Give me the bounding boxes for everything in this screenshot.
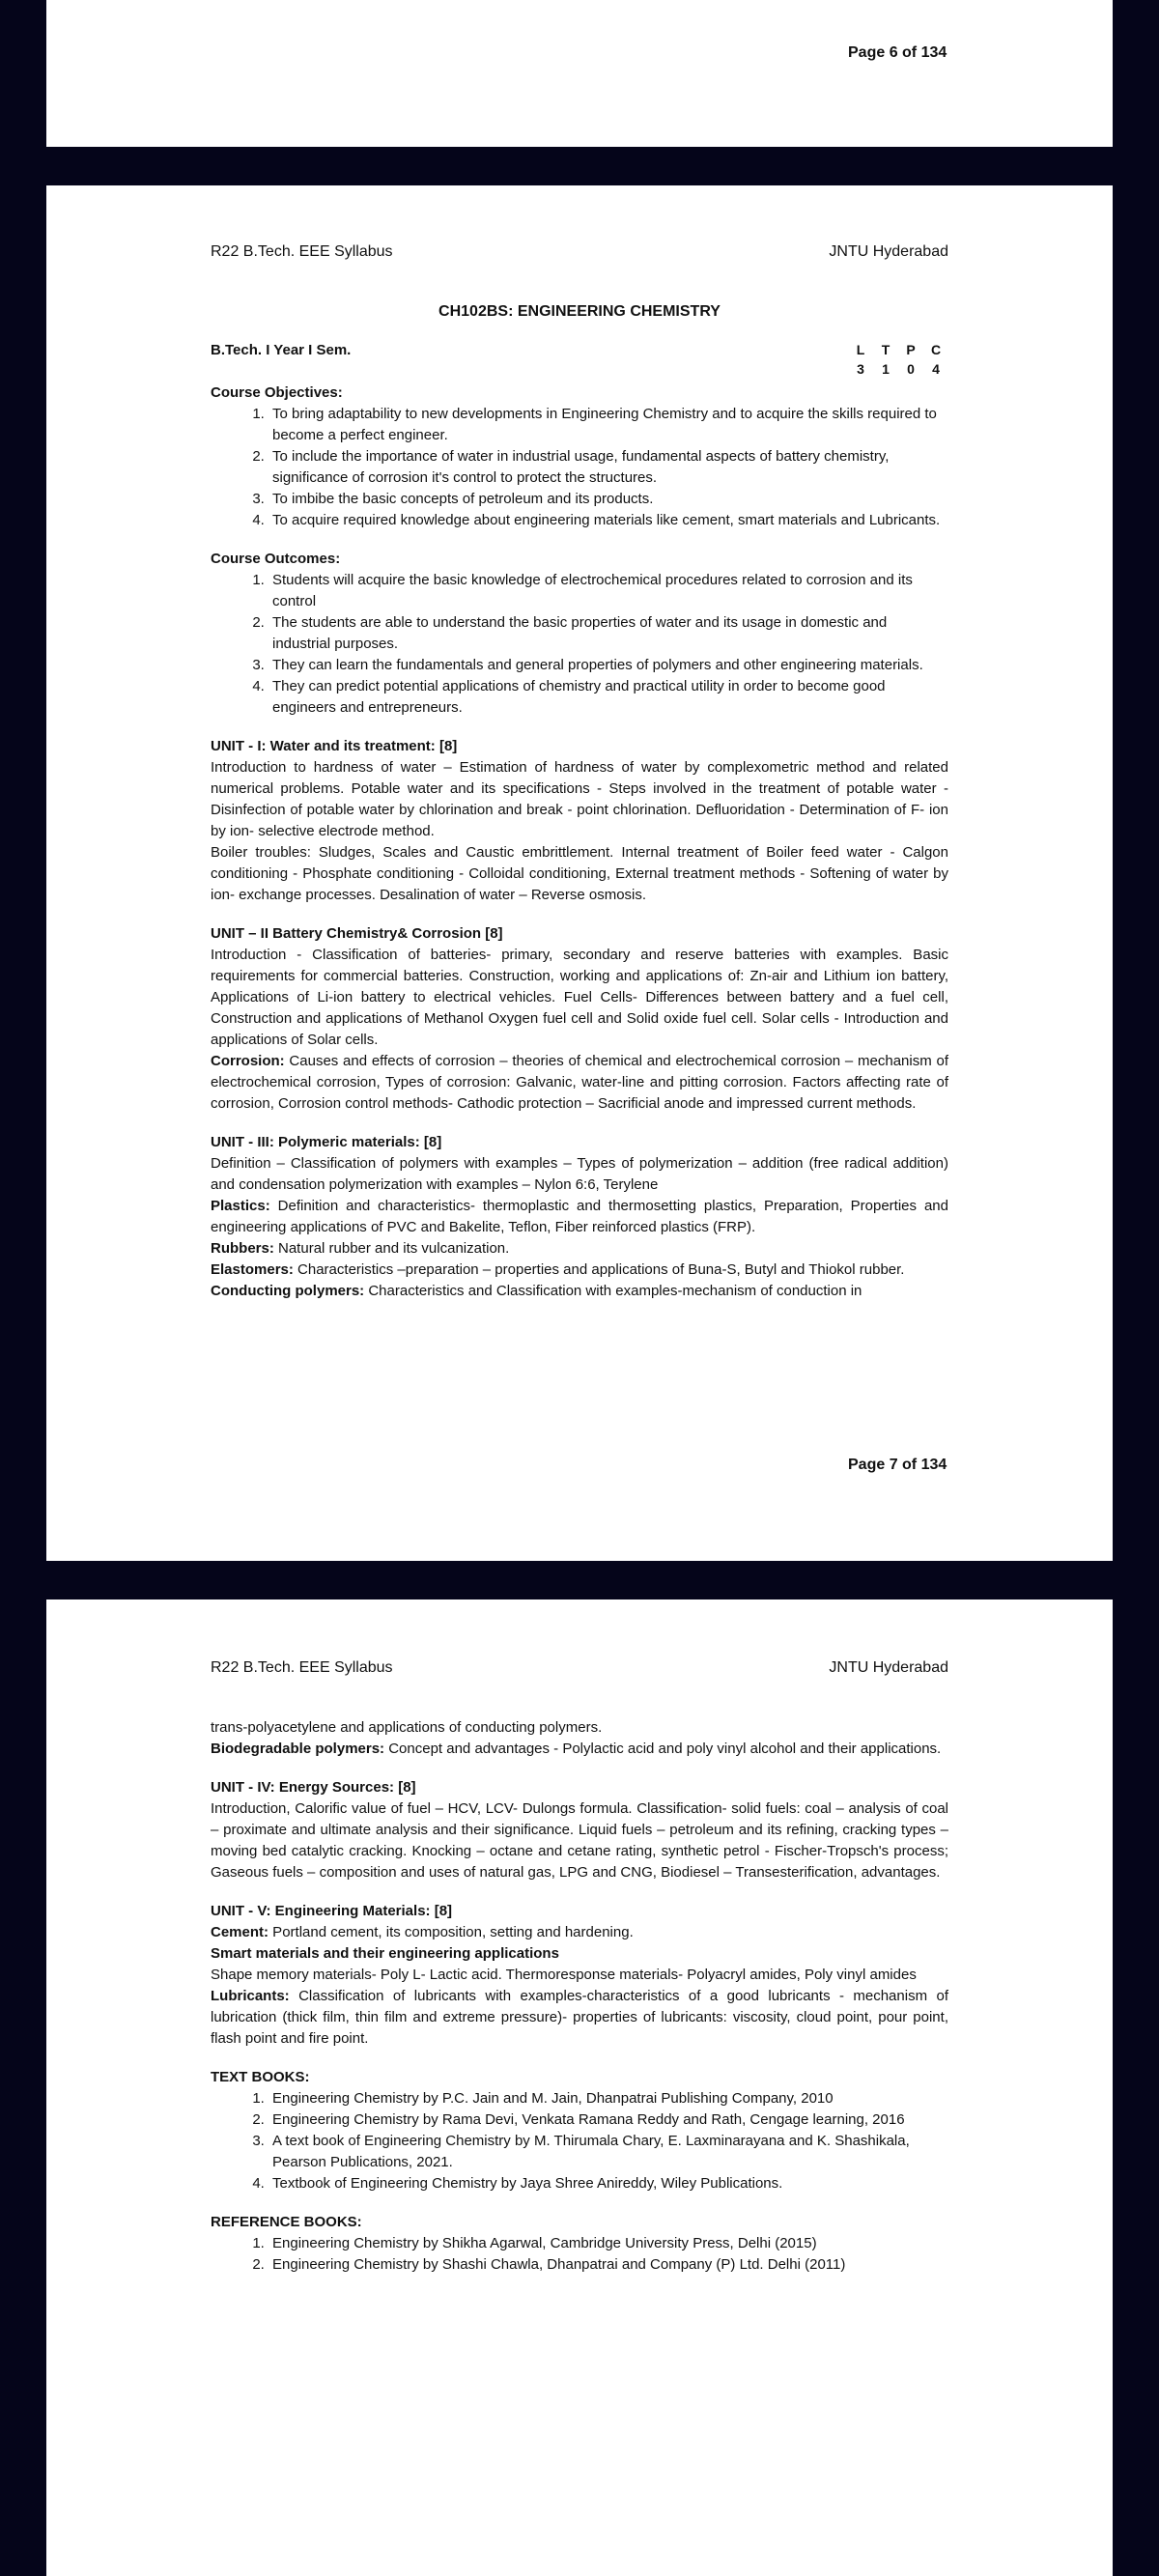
ltpc-labels <box>848 340 948 359</box>
ltpc-table <box>848 340 948 379</box>
references-list <box>211 2233 948 2276</box>
objectives-heading: Course Objectives: <box>211 384 343 401</box>
semester-label: B.Tech. I Year I Sem. <box>211 342 352 358</box>
unit-4-text: Introduction, Calorific value of fuel – HCV, LCV- Dulongs formula. Classification- solid fuels: coal – analysis of coal – proximate and ultimate analysis and their significance. Liquid fuels – petroleum and its refining, cracking types – moving bed catalytic cracking. Knocking – octane and cetane rating, synthetic petrol - Fischer-Tropsch's process; Gaseous fuels – composition and uses of natural gas, LPG and CNG, Biodiesel – Transesterification, advantages. <box>211 1800 948 1881</box>
textbooks-heading: TEXT BOOKS: <box>211 2069 310 2085</box>
ltpc-value: 4 <box>932 361 940 377</box>
unit-2-heading: UNIT – II Battery Chemistry& Corrosion [8] <box>211 925 503 942</box>
list-item: 1. Engineering Chemistry by P.C. Jain and M. Jain, Dhanpatrai Publishing Company, 2010 <box>269 2088 948 2109</box>
ltpc-label: C <box>930 342 942 357</box>
corrosion-label: Corrosion: <box>211 1053 285 1069</box>
textbooks-list <box>211 2088 948 2194</box>
list-item: 3. They can learn the fundamentals and general properties of polymers and other engineering materials. <box>269 655 948 676</box>
header-left: R22 B.Tech. EEE Syllabus <box>211 1659 393 1676</box>
biodegradable-text: Concept and advantages - Polylactic acid and poly vinyl alcohol and their applications. <box>384 1741 942 1757</box>
outcomes-heading: Course Outcomes: <box>211 551 341 567</box>
header-right: JNTU Hyderabad <box>829 1659 948 1676</box>
page-number: Page 6 of 134 <box>848 44 947 61</box>
list-item: 3. To imbibe the basic concepts of petroleum and its products. <box>269 489 948 510</box>
unit-2-text: Introduction - Classification of batteries- primary, secondary and reserve batteries with examples. Basic requirements for commercial batteries. Construction, working and applications of: Zn-air and Lithium ion battery, Applications of Li-ion battery to electrical vehicles. Fuel Cells- Differences between battery and a fuel cell, Construction and applications of Methanol Oxygen fuel cell and Solid oxide fuel cell. Solar cells - Introduction and applications of Solar cells. <box>211 947 948 1048</box>
smart-materials-heading: Smart materials and their engineering applications <box>211 1945 559 1962</box>
running-header <box>211 243 948 261</box>
page-6 <box>46 0 1113 147</box>
unit-3-conducting <box>211 1281 948 1302</box>
page-number: Page 7 of 134 <box>848 1457 947 1473</box>
unit-3-continued: trans-polyacetylene and applications of conducting polymers. <box>211 1719 603 1736</box>
unit-5-lubricants <box>211 1986 948 2050</box>
unit-3-heading: UNIT - III: Polymeric materials: [8] <box>211 1134 442 1150</box>
list-item: 2. Engineering Chemistry by Rama Devi, Venkata Ramana Reddy and Rath, Cengage learning, 2016 <box>269 2109 948 2131</box>
course-title: CH102BS: ENGINEERING CHEMISTRY <box>438 303 721 320</box>
unit-3-rubbers <box>211 1238 948 1260</box>
header-left: R22 B.Tech. EEE Syllabus <box>211 243 393 260</box>
plastics-label: Plastics: <box>211 1198 270 1214</box>
lubricants-text: Classification of lubricants with examples-characteristics of a good lubricants - mechanism of lubrication (thick film, thin film and extreme pressure)- properties of lubricants: viscosity, cloud point, pour point, flash point and fire point. <box>211 1988 948 2047</box>
ltpc-value: 0 <box>907 361 915 377</box>
unit-1-text: Introduction to hardness of water – Estimation of hardness of water by complexometric method and related numerical problems. Potable water and its specifications - Steps involved in the treatment of potable water - Disinfection of potable water by chlorination and break - point chlorination. Defluoridation - Determination of F- ion by ion- selective electrode method. <box>211 759 948 839</box>
page-8 <box>46 1599 1113 2576</box>
unit-1-heading: UNIT - I: Water and its treatment: [8] <box>211 738 458 754</box>
semester-row <box>211 340 948 382</box>
smart-materials-text: Shape memory materials- Poly L- Lactic acid. Thermoresponse materials- Polyacryl amides, Poly vinyl amides <box>211 1967 917 1983</box>
corrosion-text: Causes and effects of corrosion – theories of chemical and electrochemical corrosion – mechanism of electrochemical corrosion, Types of corrosion: Galvanic, water-line and pitting corrosion. Factors affecting rate of corrosion, Corrosion control methods- Cathodic protection – Sacrificial anode and impressed current methods. <box>211 1053 948 1112</box>
ltpc-value: 3 <box>857 361 864 377</box>
references-heading: REFERENCE BOOKS: <box>211 2214 362 2230</box>
list-item: 1. Students will acquire the basic knowledge of electrochemical procedures related to corrosion and its control <box>269 570 948 612</box>
conducting-label: Conducting polymers: <box>211 1283 365 1299</box>
cement-text: Portland cement, its composition, setting and hardening. <box>269 1924 634 1940</box>
list-item: 2. The students are able to understand the basic properties of water and its usage in domestic and industrial purposes. <box>269 612 948 655</box>
page-7-content <box>211 301 948 1302</box>
rubbers-label: Rubbers: <box>211 1240 274 1257</box>
elastomers-label: Elastomers: <box>211 1261 294 1278</box>
ltpc-label: L <box>856 342 865 357</box>
list-item: 4. To acquire required knowledge about engineering materials like cement, smart materials and Lubricants. <box>269 510 948 531</box>
unit-3-plastics <box>211 1196 948 1238</box>
page-7 <box>46 185 1113 1561</box>
rubbers-text: Natural rubber and its vulcanization. <box>273 1240 510 1257</box>
objectives-list <box>211 404 948 531</box>
unit-3-elastomers <box>211 1260 948 1281</box>
unit-3-text: Definition – Classification of polymers with examples – Types of polymerization – addition (free radical addition) and condensation polymerization with examples – Nylon 6:6, Terylene <box>211 1155 948 1193</box>
biodegradable-label: Biodegradable polymers: <box>211 1741 385 1757</box>
unit-5-heading: UNIT - V: Engineering Materials: [8] <box>211 1903 453 1919</box>
cement-label: Cement: <box>211 1924 269 1940</box>
unit-4-heading: UNIT - IV: Energy Sources: [8] <box>211 1779 416 1796</box>
page-8-content <box>211 1717 948 2276</box>
unit-5-cement <box>211 1922 948 1943</box>
list-item: 3. A text book of Engineering Chemistry by M. Thirumala Chary, E. Laxminarayana and K. Shashikala, Pearson Publications, 2021. <box>269 2131 948 2173</box>
outcomes-list <box>211 570 948 719</box>
conducting-text: Characteristics and Classification with examples-mechanism of conduction in <box>364 1283 862 1299</box>
header-right: JNTU Hyderabad <box>829 243 948 260</box>
list-item: 4. Textbook of Engineering Chemistry by Jaya Shree Anireddy, Wiley Publications. <box>269 2173 948 2194</box>
running-header <box>211 1659 948 1677</box>
ltpc-values <box>848 359 948 379</box>
list-item: 1. To bring adaptability to new developments in Engineering Chemistry and to acquire the skills required to become a perfect engineer. <box>269 404 948 446</box>
unit-1-boiler-text: Boiler troubles: Sludges, Scales and Caustic embrittlement. Internal treatment of Boiler feed water - Calgon conditioning - Phosphate conditioning - Colloidal conditioning, External treatment methods - Softening of water by ion- exchange processes. Desalination of water – Reverse osmosis. <box>211 844 948 903</box>
unit-2-corrosion <box>211 1051 948 1115</box>
lubricants-label: Lubricants: <box>211 1988 290 2004</box>
ltpc-label: P <box>906 342 916 357</box>
ltpc-label: T <box>881 342 890 357</box>
list-item: 2. Engineering Chemistry by Shashi Chawla, Dhanpatrai and Company (P) Ltd. Delhi (2011) <box>269 2254 948 2276</box>
list-item: 4. They can predict potential applications of chemistry and practical utility in order to become good engineers and entrepreneurs. <box>269 676 948 719</box>
list-item: 2. To include the importance of water in industrial usage, fundamental aspects of battery chemistry, significance of corrosion it's control to protect the structures. <box>269 446 948 489</box>
elastomers-text: Characteristics –preparation – properties and applications of Buna-S, Butyl and Thiokol rubber. <box>293 1261 905 1278</box>
plastics-text: Definition and characteristics- thermoplastic and thermosetting plastics, Preparation, Properties and engineering applications of PVC and Bakelite, Teflon, Fiber reinforced plastics (FRP). <box>211 1198 948 1235</box>
unit-3-biodegradable <box>211 1739 948 1760</box>
ltpc-value: 1 <box>882 361 890 377</box>
list-item: 1. Engineering Chemistry by Shikha Agarwal, Cambridge University Press, Delhi (2015) <box>269 2233 948 2254</box>
